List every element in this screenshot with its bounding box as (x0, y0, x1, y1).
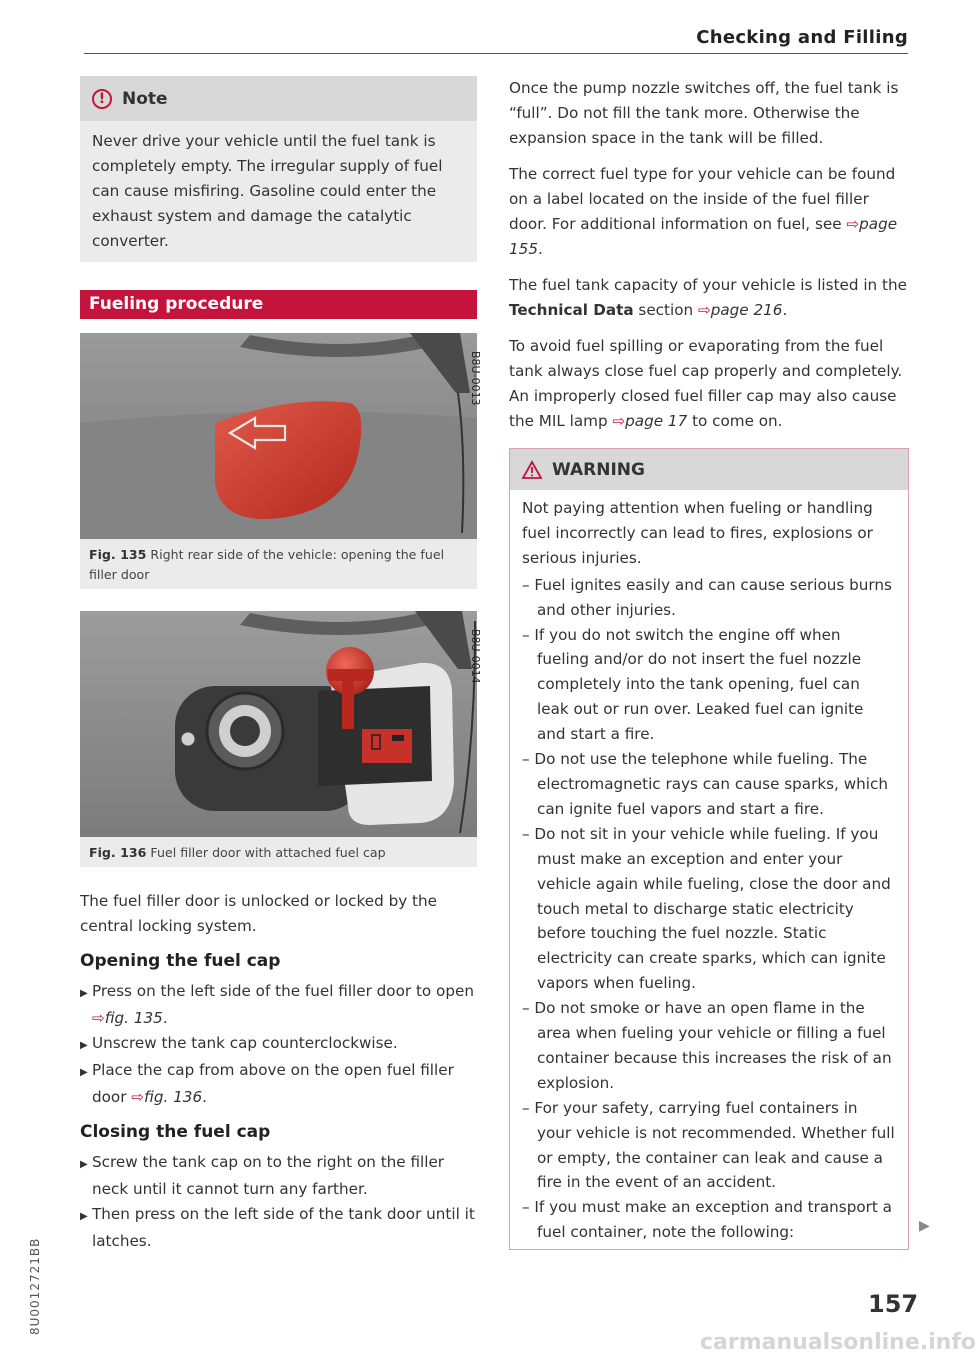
page-reference[interactable]: page 155 (509, 215, 898, 258)
page-number: 157 (868, 1290, 919, 1318)
closing-heading: Closing the fuel cap (80, 1122, 271, 1142)
intro-paragraph: The fuel filler door is unlocked or locked by the central locking system. (80, 892, 437, 935)
note-header (80, 76, 477, 121)
section-heading: Fueling procedure (80, 290, 477, 319)
page-reference[interactable]: page 216 (710, 301, 783, 319)
figure-label: Fig. 136 (89, 845, 147, 860)
warning-triangle-icon (522, 461, 542, 479)
opening-step: ▶ Unscrew the tank cap counterclockwise. (80, 1034, 398, 1052)
opening-step: ▶ Press on the left side of the fuel filler door to open ⇨fig. 135. (80, 982, 474, 1027)
figure-caption (80, 837, 477, 867)
figure-reference[interactable]: fig. 135 (104, 1009, 163, 1027)
paragraph-fuel-type: The correct fuel type for your vehicle can be found on a label located on the inside of the fuel filler door. For additional information on fuel, see ⇨page 155. (509, 165, 898, 258)
figure-label: Fig. 135 (89, 547, 147, 562)
opening-step: ▶ Place the cap from above on the open fuel filler door ⇨fig. 136. (80, 1061, 454, 1106)
header-title: Checking and Filling (696, 27, 908, 48)
warning-intro: Not paying attention when fueling or handling fuel incorrectly can lead to fires, explosions or serious injuries. (522, 499, 873, 567)
note-box (80, 76, 477, 262)
warning-bullet: – Fuel ignites easily and can cause serious burns and other injuries. (522, 575, 892, 619)
figure-code: B8U-0014 (469, 629, 482, 684)
warning-bullet: – For your safety, carrying fuel containers in your vehicle is not recommended. Whether full or empty, the container can leak and cause a fire in the event of an accident. (522, 1098, 895, 1192)
left-column (80, 76, 482, 1254)
fuel-door-closed-illustration (80, 333, 482, 539)
paragraph-full-tank: Once the pump nozzle switches off, the fuel tank is “full”. Do not fill the tank more. Otherwise the expansion space in the tank will be filled. (509, 79, 899, 147)
opening-heading: Opening the fuel cap (80, 951, 281, 971)
figure-reference[interactable]: fig. 136 (144, 1088, 203, 1106)
warning-bullet: – If you must make an exception and transport a fuel container, note the following: (522, 1198, 892, 1242)
figure-caption-text: Fuel filler door with attached fuel cap (150, 845, 386, 860)
warning-box (509, 448, 909, 1250)
exclamation-circle-icon: ! (92, 89, 112, 109)
warning-bullet: – Do not smoke or have an open flame in the area when fueling your vehicle or filling a fuel container because this increases the risk of an explosion. (522, 999, 892, 1092)
warning-title: WARNING (552, 459, 645, 480)
note-text: Never drive your vehicle until the fuel tank is completely empty. The irregular supply of fuel can cause misfiring. Gasoline could enter the exhaust system and damage the catalytic converter. (92, 132, 443, 250)
warning-bullet: – Do not use the telephone while fueling. The electromagnetic rays can cause sparks, which can ignite fuel vapors and start a fire. (522, 750, 888, 818)
closing-step: ▶ Then press on the left side of the tank door until it latches. (80, 1205, 475, 1250)
closing-step: ▶ Screw the tank cap on to the right on the filler neck until it cannot turn any farther. (80, 1153, 445, 1198)
figure-caption (80, 539, 477, 589)
figure-135 (80, 333, 482, 589)
figure-code: B8U-0013 (469, 351, 482, 406)
fuel-door-open-illustration (80, 611, 482, 837)
page-reference[interactable]: page 17 (625, 412, 688, 430)
continue-arrow-icon: ▶ (919, 1218, 930, 1234)
right-column (509, 76, 909, 1250)
document-code: 8U0012721BB (28, 1237, 42, 1335)
figure-caption-text: Right rear side of the vehicle: opening the fuel filler door (89, 547, 445, 582)
figure-136 (80, 611, 482, 867)
warning-bullet: – If you do not switch the engine off when fueling and/or do not insert the fuel nozzle completely into the tank opening, fuel can leak out or run over. Leaked fuel can ignite and start a fire. (522, 625, 864, 744)
warning-header (510, 449, 908, 490)
paragraph-capacity: The fuel tank capacity of your vehicle is listed in the Technical Data section ⇨page 216. (509, 276, 907, 319)
page-header (84, 25, 908, 54)
warning-body (510, 490, 908, 1249)
paragraph-close-cap: To avoid fuel spilling or evaporating from the fuel tank always close fuel cap properly and completely. An improperly closed fuel filler cap may also cause the MIL lamp ⇨page 17 to come on. (509, 337, 903, 430)
note-title: Note (122, 88, 168, 109)
warning-bullet: – Do not sit in your vehicle while fueling. If you must make an exception and enter your vehicle again while fueling, close the door and touch metal to discharge static electricity before touching the fuel nozzle. Static electricity can create sparks, which can ignite vapors when fueling. (522, 824, 891, 993)
watermark: carmanualsonline.info (700, 1330, 976, 1355)
